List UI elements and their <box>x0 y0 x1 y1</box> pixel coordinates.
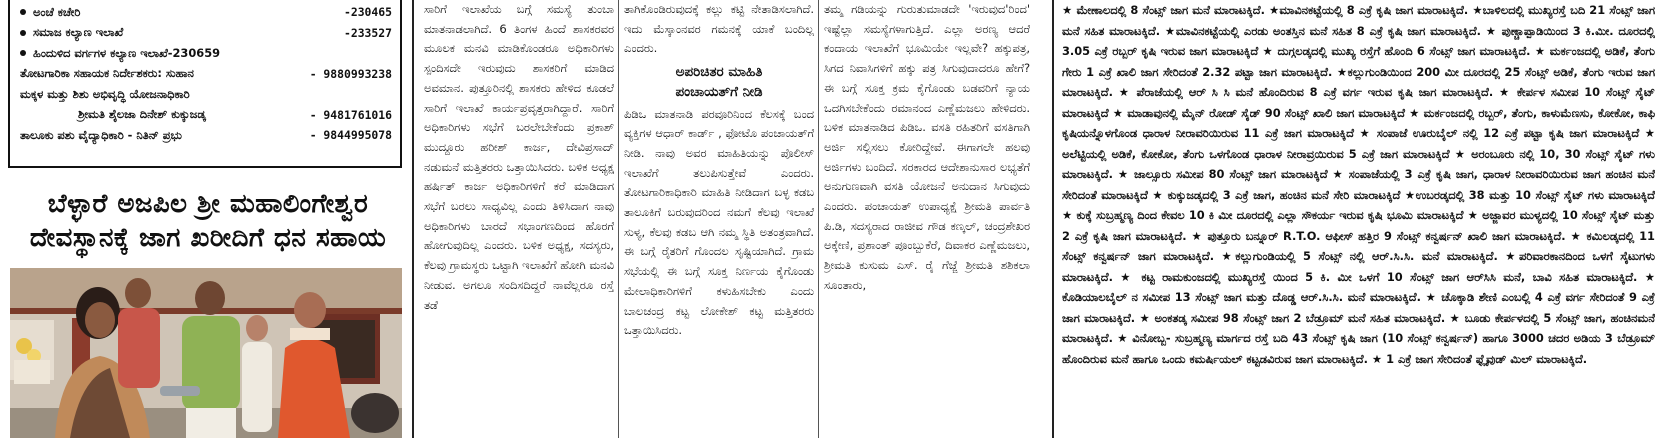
directory-number: - 9481761016 <box>309 107 392 122</box>
article-paragraph: ಪಿಡಿಒ ಮಾತನಾಡಿ ಪರವೂರಿನಿಂದ ಕೆಲಸಕ್ಕೆ ಬಂದ ವ್ಯಕ್ತಿಗಳ ಆಧಾರ್ ಕಾರ್ಡ್ , ಫೋಟೊ ಪಂಚಾಯತ್‌ಗೆ ನೀಡಿ. ನಾವು ಅವರ ಮಾಹಿತಿಯನ್ನು ಪೊಲೀಸ್ ಇಲಾಖೆಗೆ ತಲುಪಿಸುತ್ತೇವೆ ಎಂದರು. ತೋಟಗಾರಿಕಾಧಿಕಾರಿ ಮಾಹಿತಿ ನೀಡಿದಾಗ ಬಳ್ಳ ಕಡಬ ತಾಲೂಕಿಗೆ ಬರುವುದರಿಂದ ನಮಗೆ ಕೆಲವು ಇಲಾಖೆ ಸುಳ್ಯ, ಕೆಲವು ಕಡಬ ಆಗಿ ನಮ್ಮ ಸ್ಥಿತಿ ಅತಂತ್ರವಾಗಿದೆ. ಈ ಬಗ್ಗೆ ರೈತರಿಗೆ ಗೊಂದಲ ಸೃಷ್ಟಿಯಾಗಿದೆ. ಗ್ರಾಮ ಸಭೆಯಲ್ಲಿ ಈ ಬಗ್ಗೆ ಸೂಕ್ತ ನಿರ್ಣಯ ಕೈಗೊಂಡು ಮೇಲಾಧಿಕಾರಿಗಳಿಗೆ ಕಳುಹಿಸಬೇಕು ಎಂದು ಬಾಲಚಂದ್ರ ಕಟ್ಟ ಲೋಕೇಶ್ ಕಟ್ಟ ಮತ್ತಿತರರು ಒತ್ತಾಯಿಸಿದರು. <box>624 106 814 338</box>
directory-label: ತೋಟಗಾರಿಕಾ ಸಹಾಯಕ ನಿರ್ದೇಶಕರು: ಸುಹಾನ <box>20 66 194 81</box>
article-headline <box>10 187 406 255</box>
directory-row <box>20 84 392 105</box>
left-column <box>0 0 410 438</box>
subheading-line-2: ಪಂಚಾಯತ್‌ಗೆ ನೀಡಿ <box>675 83 763 100</box>
article-paragraph: ತಮ್ಮ ಗಡಿಯನ್ನು ಗುರುತುಮಾಡದೇ 'ಇರುವುದ'ರಿಂದ' ಇಷ್ಟೆಲ್ಲಾ ಸಮಸ್ಯೆಗಳಾಗುತ್ತಿದೆ. ಎಲ್ಲಾ ಅರಣ್ಯ ಆದರೆ ಕಂದಾಯ ಇಲಾಖೆಗೆ ಭೂಮಿಯೇ ಇಲ್ಲವೇ? ಹಕ್ಕುಪತ್ರ, ಸಿಗದ ನಿವಾಸಿಗಳಿಗೆ ಹಕ್ಕು ಪತ್ರ ಸಿಗುವುದಾದರೂ ಹೇಗೆ? ಈ ಬಗ್ಗೆ ಸೂಕ್ತ ಕ್ರಮ ಕೈಗೊಂಡು ಬಡವರಿಗೆ ನ್ಯಾಯ ಒದಗಿಸಬೇಕೆಂದು ರಮಾನಂದ ಎಣ್ಣೆಮಜಲು ಹೇಳಿದರು. ಬಳಿಕ ಮಾತನಾಡಿದ ಪಿಡಿಒ. ವಸತಿ ರಹಿತರಿಗೆ ವಸತಿಗಾಗಿ ಅರ್ಜಿ ಸಲ್ಲಿಸಲು ಕೋರಿದ್ದೇವೆ. ಈಗಾಗಲೇ ಹಲವು ಅರ್ಜಿಗಳು ಬಂದಿದೆ. ಸರಕಾರದ ಆದೇಶಾನುಸಾರ ಲಭ್ಯತೆಗೆ ಅನುಗುಣವಾಗಿ ವಸತಿ ಯೋಜನೆ ಅನುದಾನ ಸಿಗುವುದು ಎಂದರು. ಪಂಚಾಯತ್ ಉಪಾಧ್ಯಕ್ಷೆ ಶ್ರೀಮತಿ ಪಾರ್ವತಿ ಪಿ.ಡಿ, ಸದಸ್ಯರಾದ ರಾಜೀವ ಗೌಡ ಕಣ್ಕಲ್, ಚಂದ್ರಶೇಖರ ಅಕ್ಕೇಣಿ, ಪ್ರಶಾಂತ್ ಪೂಂಬ್ಬುಕೆರೆ, ದಿವಾಕರ ಎಣ್ಣೆಮಜಲು, ಶ್ರೀಮತಿ ಕುಸುಮ ಎಸ್. ರೈ ಗೆಜ್ಜೆ ಶ್ರೀಮತಿ ಶಶಿಕಲಾ ಸೂಂತಾರು, <box>824 2 1030 292</box>
news-photo <box>10 268 402 438</box>
temple-donation-photo <box>10 268 402 438</box>
headline-line-1: ಬೆಳ್ಳಾರೆ ಅಜಪಿಲ ಶ್ರೀ ಮಹಾಲಿಂಗೇಶ್ವರ <box>47 189 369 219</box>
directory-label: ಅಂಚೆ ಕಚೇರಿ <box>33 4 81 19</box>
article-column-3 <box>624 0 814 438</box>
directory-row <box>20 2 392 23</box>
phone-directory-box <box>8 0 402 168</box>
bullet-icon <box>20 50 26 56</box>
directory-row <box>20 125 392 146</box>
article-paragraph: ಸಾರಿಗೆ ಇಲಾಖೆಯ ಬಗ್ಗೆ ಸಮಸ್ಯೆ ತುಂಬಾ ಮಾತನಾಡಲಾಗಿದೆ. 6 ತಿಂಗಳ ಹಿಂದೆ ಶಾಸಕರವರ ಮೂಲಕ ಮನವಿ ಮಾಡಿಕೊಂಡರೂ ಅಧಿಕಾರಿಗಳು ಸ್ಪಂದಿಸದೇ ಇರುವುದು ಶಾಸಕರಿಗೆ ಮಾಡಿದ ಅವಮಾನ. ಪುತ್ತೂರಿನಲ್ಲಿ ಶಾಸಕರು ಹೇಳಿದ ಕೂಡಲೆ ಸಾರಿಗೆ ಇಲಾಖೆ ಕಾರ್ಯಪ್ರವೃತ್ತರಾಗಿದ್ದಾರೆ. ಸಾರಿಗೆ ಅಧಿಕಾರಿಗಳು ಸಭೆಗೆ ಬರಲೇಬೇಕೆಂದು ಪ್ರಕಾಶ್ ಮುದ್ದೂರು ಹರೀಶ್ ಕಾರ್ಜ, ದೇವಿಪ್ರಸಾದ್ ನಡುಮನೆ ಮತ್ತಿತರರು ಒತ್ತಾಯಿಸಿದರು. ಬಳಿಕ ಅಧ್ಯಕ್ಷ ಹರ್ಷಿತ್ ಕಾರ್ಜ ಅಧಿಕಾರಿಗಳಿಗೆ ಕರೆ ಮಾಡಿದಾಗ ಸಭೆಗೆ ಬರಲು ಸಾಧ್ಯವಿಲ್ಲ ಎಂದು ತಿಳಿಸಿದಾಗ ನಾವು ಅಧಿಕಾರಿಗಳು ಬಾರದೆ ಸಭಾಂಗಣದಿಂದ ಹೊರಗೆ ಹೋಗುವುದಿಲ್ಲ ಎಂದರು. ಬಳಿಕ ಅಧ್ಯಕ್ಷ, ಸದಸ್ಯರು, ಕೆಲವು ಗ್ರಾಮಸ್ಥರು ಒಟ್ಟಾಗಿ ಇಲಾಖೆಗೆ ಹೋಗಿ ಮನವಿ ನೀಡುವ. ಅಗಲೂ ಸಂದಿಸದಿದ್ದರೆ ನಾವೆಲ್ಲರೂ ರಸ್ತೆ ತಡೆ <box>424 2 614 312</box>
article-column-4 <box>824 0 1030 438</box>
directory-row <box>20 64 392 85</box>
directory-label: ಹಿಂದುಳಿದ ವರ್ಗಗಳ ಕಲ್ಯಾಣ ಇಲಾಖೆ-230659 <box>33 45 221 60</box>
directory-number: - 9844995078 <box>309 128 392 143</box>
classifieds-column <box>1052 0 1655 438</box>
directory-number: - 9880993238 <box>309 66 392 81</box>
directory-label: ಸಮಾಜ ಕಲ್ಯಾಣ ಇಲಾಖೆ <box>33 25 124 40</box>
classified-listings: ★ ಮೇಣಾಲದಲ್ಲಿ 8 ಸೆಂಟ್ಸ್ ಜಾಗ ಮನೆ ಮಾರಾಟಕ್ಕಿದೆ. ★ಮಾವಿನಕಟ್ಟೆಯಲ್ಲಿ 8 ಎಕ್ರೆ ಕೃಷಿ ಜಾಗ ಮಾರಾಟಕ್ಕಿದೆ. ★ಬಾಳಿಲದಲ್ಲಿ ಮುಖ್ಯರಸ್ತೆ ಬದಿ 21 ಸೆಂಟ್ಸ್ ಜಾಗ ಮನೆ ಸಹಿತ ಮಾರಾಟಕ್ಕಿದೆ. ★ಮಾವಿನಕಟ್ಟೆಯಲ್ಲಿ ಎರಡು ಅಂತಸ್ತಿನ ಮನೆ ಸಹಿತ 8 ಎಕ್ರೆ ಕೃಷಿ ಜಾಗ ಮಾರಾಟಕ್ಕಿದೆ. ★ ಪುಣ್ಚಾಪ್ಪಾಡಿಯಿಂದ 3 ಕಿ.ಮೀ. ದೂರದಲ್ಲಿ 3.05 ಎಕ್ರೆ ರಬ್ಬರ್ ಕೃಷಿ ಇರುವ ಜಾಗ ಮಾರಾಟಕ್ಕಿದೆ ★ ದುಗ್ಗಲಡ್ಕದಲ್ಲಿ ಮುಖ್ಯ ರಸ್ತೆಗೆ ಹೊಂದಿ 6 ಸೆಂಟ್ಸ್ ಜಾಗ ಮಾರಾಟಕ್ಕಿದೆ. ★ ಮರ್ಕಂಜದಲ್ಲಿ ಅಡಿಕೆ, ತೆಂಗು ಗೇರು 1 ಎಕ್ರೆ ಖಾಲಿ ಜಾಗ ಸೇರಿದಂತೆ 2.32 ಪಟ್ಟಾ ಜಾಗ ಮಾರಾಟಕ್ಕಿದೆ. ★ಕಲ್ಲುಗುಂಡಿಯಿಂದ 200 ಮೀ ದೂರದಲ್ಲಿ 25 ಸೆಂಟ್ಸ್ ಅಡಿಕೆ, ತೆಂಗು ಇರುವ ಜಾಗ ಮಾರಾಟಕ್ಕಿದೆ. ★ ಪೆರಾಜೆಯಲ್ಲಿ ಆರ್ ಸಿ ಸಿ ಮನೆ ಹೊಂದಿರುವ 8 ಎಕ್ರೆ ವರ್ಗ ಇರುವ ಕೃಷಿ ಜಾಗ ಮಾರಾಟಕ್ಕಿದೆ. ★ ಕೇರ್ಪಳ ಸಮೀಪ 10 ಸೆಂಟ್ಸ್ ಸೈಟ್ ಮಾರಾಟಕ್ಕಿದೆ ★ ಮಾಡಾವುನಲ್ಲಿ ಮೈನ್ ರೋಡ್ ಸೈಡ್ 90 ಸೆಂಟ್ಸ್ ಖಾಲಿ ಜಾಗ ಮಾರಾಟಕ್ಕಿದೆ ★ ಮರ್ಕಂಜದಲ್ಲಿ ರಬ್ಬರ್, ತೆಂಗು, ಕಾಳುಮೆಣಸು, ಕೋಕೋ, ಕಾಫಿ ಕೃಷಿಯನ್ನೊಳಗೊಂಡ ಧಾರಾಳ ನೀರಾವರಿಯಿರುವ 11 ಎಕ್ರೆ ಜಾಗ ಮಾರಾಟಕ್ಕಿದೆ ★ ಸಂಪಾಜೆ ಊರುಬೈಲ್ ನಲ್ಲಿ 12 ಎಕ್ರೆ ಪಟ್ಟಾ ಕೃಷಿ ಜಾಗ ಮಾರಾಟಕ್ಕಿದೆ ★ ಅಲೆಟ್ಟಿಯಲ್ಲಿ ಅಡಿಕೆ, ಕೋಕೋ, ತೆಂಗು ಒಳಗೊಂಡ ಧಾರಾಳ ನೀರಾವ್ರಯಿರುವ 5 ಎಕ್ರೆ ಜಾಗ ಮಾರಾಟಕ್ಕಿದೆ ★ ಅರಂಬೂರು ನಲ್ಲಿ 10, 30 ಸೆಂಟ್ಸ್ ಸೈಟ್ ಗಳು ಮಾರಾಟಕ್ಕಿದೆ. ★ ಜಾಲ್ಸೂರು ಸಮೀಪ 80 ಸೆಂಟ್ಸ್ ಜಾಗ ಮಾರಾಟಕ್ಕಿದೆ ★ ಸಂಪಾಜೆಯಲ್ಲಿ 3 ಎಕ್ರೆ ಕೃಷಿ ಜಾಗ, ಧಾರಾಳ ನೀರಾವರಿಯಿರುವ ಜಾಗ ಹಂಚಿನ ಮನೆ ಸೇರಿದಂತೆ ಮಾರಾಟಕ್ಕಿದೆ ★ ಕುಕ್ಕುಜಡ್ಕದಲ್ಲಿ 3 ಎಕ್ರೆ ಜಾಗ, ಹಂಚಿನ ಮನೆ ಸೇರಿ ಮಾರಾಟಕ್ಕಿದೆ ★ಉಬರಡ್ಕದಲ್ಲಿ 38 ಮತ್ತು 10 ಸೆಂಟ್ಸ್ ಸೈಟ್ ಗಳು ಮಾರಾಟಕ್ಕಿದೆ ★ ಕುಕ್ಕೆ ಸುಬ್ರಹ್ಮಣ್ಯ ದಿಂದ ಕೇವಲ 10 ಕಿ ಮೀ ದೂರದಲ್ಲಿ ಎಲ್ಲಾ ಸೌಕರ್ಯ ಇರುವ ಕೃಷಿ ಭೂಮಿ ಮಾರಾಟಕ್ಕಿದೆ ★ ಅಜ್ಜಾವರ ಮುಳ್ಯದಲ್ಲಿ 10 ಸೆಂಟ್ಸ್ ಸೈಟ್ ಮತ್ತು 2 ಎಕ್ರೆ ಕೃಷಿ ಜಾಗ ಮಾರಾಟಕ್ಕಿದೆ. ★ ಪುತ್ತೂರು ಬನ್ನೂರ್ R.T.O. ಆಫೀಸ್ ಹತ್ತಿರ 9 ಸೆಂಟ್ಸ್ ಕನ್ವರ್ಷನ್ ಖಾಲಿ ಜಾಗ ಮಾರಾಟಕ್ಕಿದೆ. ★ ಕಮಿಲಡ್ಕದಲ್ಲಿ 11 ಸೆಂಟ್ಸ್ ಕನ್ವರ್ಷನ್ ಜಾಗ ಮಾರಾಟಕ್ಕಿದೆ. ★ಕಲ್ಲುಗುಂಡಿಯಲ್ಲಿ 5 ಸೆಂಟ್ಸ್ ನಲ್ಲಿ ಆರ್.ಸಿ.ಸಿ. ಮನೆ ಮಾರಾಟಕ್ಕಿದೆ. ★ಪರಿವಾರಕಾನದಿಂದ ಒಳಗೆ ಸೈಟುಗಳು ಮಾರಾಟಕ್ಕಿದೆ. ★ ಕಟ್ಟ ರಾಮಕುಂಜದಲ್ಲಿ ಮುಖ್ಯರಸ್ತೆ ಯಿಂದ 5 ಕಿ. ಮೀ ಒಳಗೆ 10 ಸೆಂಟ್ಸ್ ಜಾಗ ಆರ್‌ಸಿಸಿ ಮನೆ, ಬಾವಿ ಸಹಿತ ಮಾರಾಟಕ್ಕಿದೆ. ★ ಕೊಡಿಯಾಲಬೈಲ್ ನ ಸಮೀಪ 13 ಸೆಂಟ್ಸ್ ಜಾಗ ಮತ್ತು ದೊಡ್ಡ ಆರ್.ಸಿ.ಸಿ. ಮನೆ ಮಾರಾಟಕ್ಕಿದೆ. ★ ಚೊಕ್ಕಾಡಿ ಶೇಣಿ ಎಂಬಲ್ಲಿ 4 ಎಕ್ರೆ ವರ್ಗ ಸೇರಿದಂತೆ 9 ಎಕ್ರೆ ಜಾಗ ಮಾರಾಟಕ್ಕಿದೆ. ★ ಅಂಕತಡ್ಕ ಸಮೀಪ 98 ಸೆಂಟ್ಸ್ ಜಾಗ 2 ಬೆಡ್ರೂಮ್ ಮನೆ ಸಹಿತ ಮಾರಾಟಕ್ಕಿದೆ. ★ ಬೂಡು ಕೇರ್ಪಳದಲ್ಲಿ 5 ಸೆಂಟ್ಸ್ ಜಾಗ, ಹಂಚಿನಮನೆ ಮಾರಾಟಕ್ಕಿದೆ. ★ ವಿನೋಬ್ಬ- ಸುಬ್ರಹ್ಮಣ್ಯ ಮಾರ್ಗದ ರಸ್ತೆ ಬದಿ 43 ಸೆಂಟ್ಸ್ ಕೃಷಿ ಜಾಗ (10 ಸೆಂಟ್ಸ್ ಕನ್ವರ್ಷನ್) ಹಾಗೂ 3000 ಚದರ ಅಡಿಯ 3 ಬೆಡ್ರೂಮ್ ಹೊಂದಿರುವ ಮನೆ ಹಾಗೂ ಒಂದು ಕಮರ್ಷಿಯಲ್ ಕಟ್ಟಡವಿರುವ ಜಾಗ ಮಾರಾಟಕ್ಕಿದೆ. ★ 1 ಎಕ್ರೆ ಜಾಗ ಸೇರಿದಂತೆ ಫ್ಲೈವುಡ್ ಮಿಲ್ ಮಾರಾಟಕ್ಕಿದೆ. <box>1062 3 1655 366</box>
headline-line-2: ದೇವಸ್ಥಾನಕ್ಕೆ ಜಾಗ ಖರೀದಿಗೆ ಧನ ಸಹಾಯ <box>29 223 387 253</box>
bullet-icon <box>20 9 26 15</box>
subheading-line-1: ಅಪರಿಚಿತರ ಮಾಹಿತಿ <box>675 64 763 81</box>
directory-label: ತಾಲೂಕು ಪಶು ವೈದ್ಯಾಧಿಕಾರಿ - ನಿತಿನ್ ಪ್ರಭು <box>20 127 182 142</box>
column-divider <box>618 0 619 438</box>
directory-number: -230465 <box>343 5 392 20</box>
bullet-icon <box>20 30 26 36</box>
directory-label: ಶ್ರೀಮತಿ ಶೈಲಜಾ ದಿನೇಶ್ ಕುಕ್ಕುಜಡ್ಕ <box>78 107 206 122</box>
article-column-2 <box>424 0 614 438</box>
column-divider <box>412 0 414 438</box>
directory-row <box>20 43 392 64</box>
directory-number: -233527 <box>343 25 392 40</box>
directory-row <box>20 23 392 44</box>
directory-row <box>20 105 392 126</box>
directory-label: ಮಕ್ಕಳ ಮತ್ತು ಶಿಶು ಅಭಿವೃದ್ಧಿ ಯೋಜನಾಧಿಕಾರಿ <box>20 86 190 101</box>
article-subheading <box>624 63 814 102</box>
article-paragraph: ತಾಗಿಕೊಂಡಿರುವುದಕ್ಕೆ ಕಲ್ಲು ಕಟ್ಟಿ ನೇತಾಡಿಸಲಾಗಿದೆ. ಇದು ಮೆಸ್ಕಾಂನವರ ಗಮನಕ್ಕೆ ಯಾಕೆ ಬಂದಿಲ್ಲ ಎಂದರು. <box>624 2 814 56</box>
column-divider <box>818 0 819 438</box>
